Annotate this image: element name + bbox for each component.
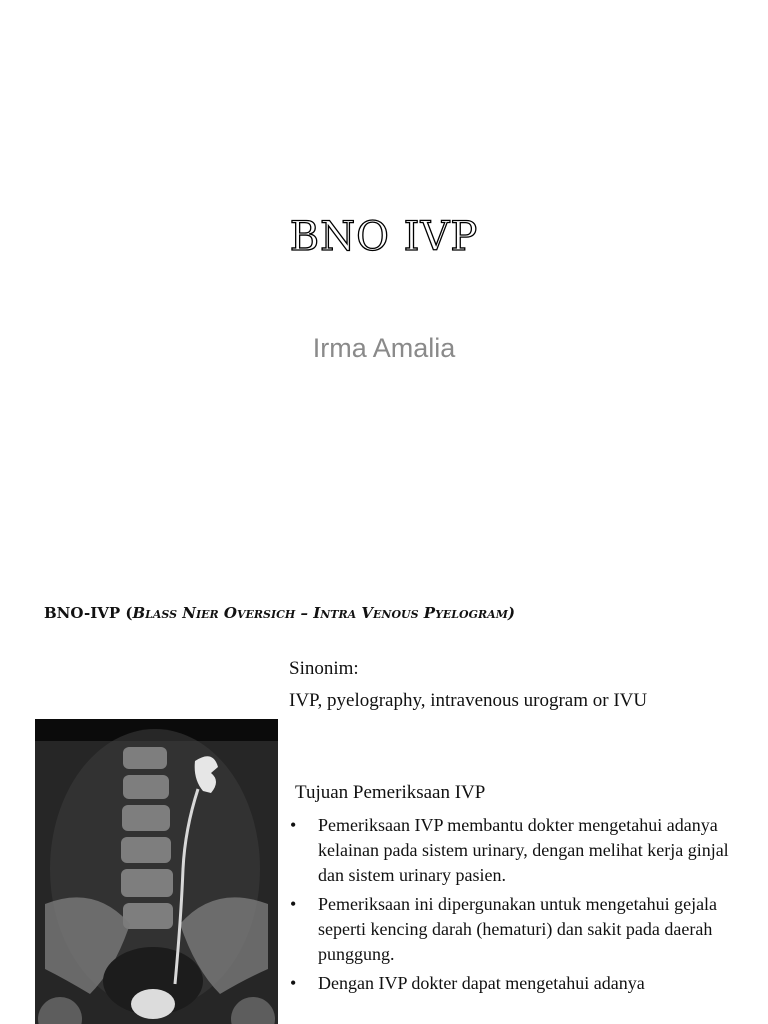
bullet-text: Pemeriksaan IVP membantu dokter mengetahui adanya kelainan pada sistem urinary, dengan melihat kerja ginjal dan sistem urinary pasien. — [318, 815, 729, 885]
bullet-dot: • — [290, 815, 297, 835]
sinonim-label: Sinonim: — [289, 658, 359, 679]
heading-prefix: BNO-IVP ( — [44, 604, 133, 622]
content-slide — [0, 576, 768, 1024]
bullet-dot: • — [290, 973, 297, 993]
slide-title: BNO IVP — [289, 214, 479, 260]
list-item — [290, 971, 730, 996]
sinonim-text: IVP, pyelography, intravenous urogram or IVU — [289, 690, 648, 711]
xray-bladder — [131, 989, 175, 1019]
slide-subtitle: Irma Amalia — [312, 333, 456, 363]
heading-italic: Blass Nier Oversich – Intra Venous Pyelogram) — [132, 604, 515, 622]
xray-image — [35, 719, 278, 1024]
bullet-text: Pemeriksaan ini dipergunakan untuk mengetahui gejala seperti kencing darah (hematuri) dan sakit pada daerah punggung. — [318, 894, 718, 964]
list-item — [290, 813, 730, 888]
list-item — [290, 892, 730, 967]
xray-illustration — [35, 719, 278, 1024]
tujuan-title: Tujuan Pemeriksaan IVP — [295, 782, 486, 803]
bullet-text: Dengan IVP dokter dapat mengetahui adanya — [318, 973, 645, 993]
bullet-list — [290, 813, 730, 1000]
bullet-dot: • — [290, 894, 297, 914]
slide-heading — [44, 604, 515, 622]
